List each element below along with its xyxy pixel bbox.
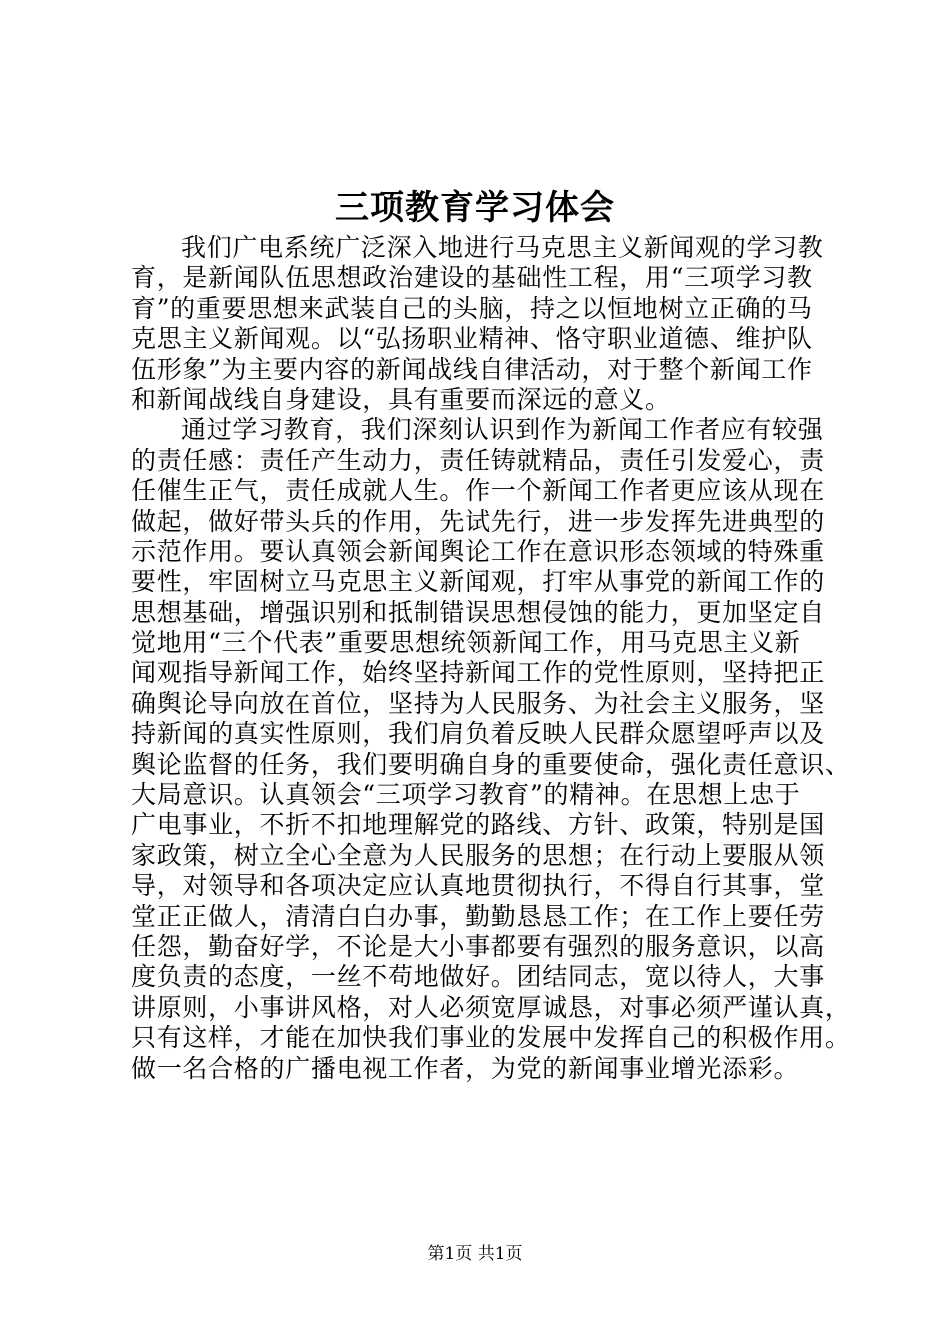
paragraph-2-line: 导，对领导和各项决定应认真地贯彻执行，不得自行其事，堂	[131, 871, 825, 901]
paragraph-2-line: 大局意识。认真领会“三项学习教育”的精神。在思想上忠于	[131, 780, 801, 810]
paragraph-2-line: 做一名合格的广播电视工作者，为党的新闻事业增光添彩。	[131, 1053, 800, 1083]
paragraph-1-line: 伍形象”为主要内容的新闻战线自律活动，对于整个新闻工作	[131, 354, 813, 384]
paragraph-2-line: 持新闻的真实性原则，我们肩负着反映人民群众愿望呼声以及	[131, 719, 825, 749]
paragraph-2-line: 广电事业，不折不扣地理解党的路线、方针、政策，特别是国	[131, 810, 825, 840]
paragraph-2-line: 觉地用“三个代表”重要思想统领新闻工作，用马克思主义新	[131, 628, 801, 658]
paragraph-2-line: 闻观指导新闻工作，始终坚持新闻工作的党性原则，坚持把正	[131, 658, 825, 688]
document-title: 三项教育学习体会	[335, 188, 615, 228]
paragraph-2-line: 思想基础，增强识别和抵制错误思想侵蚀的能力，更加坚定自	[131, 597, 825, 627]
paragraph-2-line: 要性，牢固树立马克思主义新闻观，打牢从事党的新闻工作的	[131, 567, 825, 597]
paragraph-2-line: 只有这样，才能在加快我们事业的发展中发挥自己的积极作用。	[131, 1023, 851, 1053]
paragraph-2-line: 任怨，勤奋好学，不论是大小事都要有强烈的服务意识，以高	[131, 931, 825, 961]
paragraph-2-line: 家政策，树立全心全意为人民服务的思想；在行动上要服从领	[131, 840, 825, 870]
paragraph-2-line: 舆论监督的任务，我们要明确自身的重要使命，强化责任意识、	[131, 749, 851, 779]
document-body	[131, 233, 851, 1084]
paragraph-2-line: 度负责的态度，一丝不苟地做好。团结同志，宽以待人，大事	[131, 962, 825, 992]
paragraph-2-line: 确舆论导向放在首位，坚持为人民服务、为社会主义服务，坚	[131, 688, 825, 718]
paragraph-2-line: 任催生正气，责任成就人生。作一个新闻工作者更应该从现在	[131, 476, 825, 506]
page-number-footer: 第1页 共1页	[427, 1244, 523, 1264]
paragraph-1-line: 育，是新闻队伍思想政治建设的基础性工程，用“三项学习教	[131, 263, 813, 293]
paragraph-2-line: 的责任感：责任产生动力，责任铸就精品，责任引发爱心，责	[131, 445, 825, 475]
paragraph-1-line: 克思主义新闻观。以“弘扬职业精神、恪守职业道德、维护队	[131, 324, 813, 354]
paragraph-1-line: 育”的重要思想来武装自己的头脑，持之以恒地树立正确的马	[131, 293, 813, 323]
paragraph-1-line: 我们广电系统广泛深入地进行马克思主义新闻观的学习教	[181, 233, 824, 262]
paragraph-2-line: 做起，做好带头兵的作用，先试先行，进一步发挥先进典型的	[131, 506, 825, 536]
paragraph-2-line: 堂正正做人，清清白白办事，勤勤恳恳工作；在工作上要任劳	[131, 901, 825, 931]
paragraph-2-line: 示范作用。要认真领会新闻舆论工作在意识形态领域的特殊重	[131, 536, 825, 566]
paragraph-1-line: 和新闻战线自身建设，具有重要而深远的意义。	[131, 384, 671, 414]
paragraph-2-line: 讲原则，小事讲风格，对人必须宽厚诚恳，对事必须严谨认真，	[131, 992, 851, 1022]
paragraph-2-line: 通过学习教育，我们深刻认识到作为新闻工作者应有较强	[181, 415, 824, 445]
